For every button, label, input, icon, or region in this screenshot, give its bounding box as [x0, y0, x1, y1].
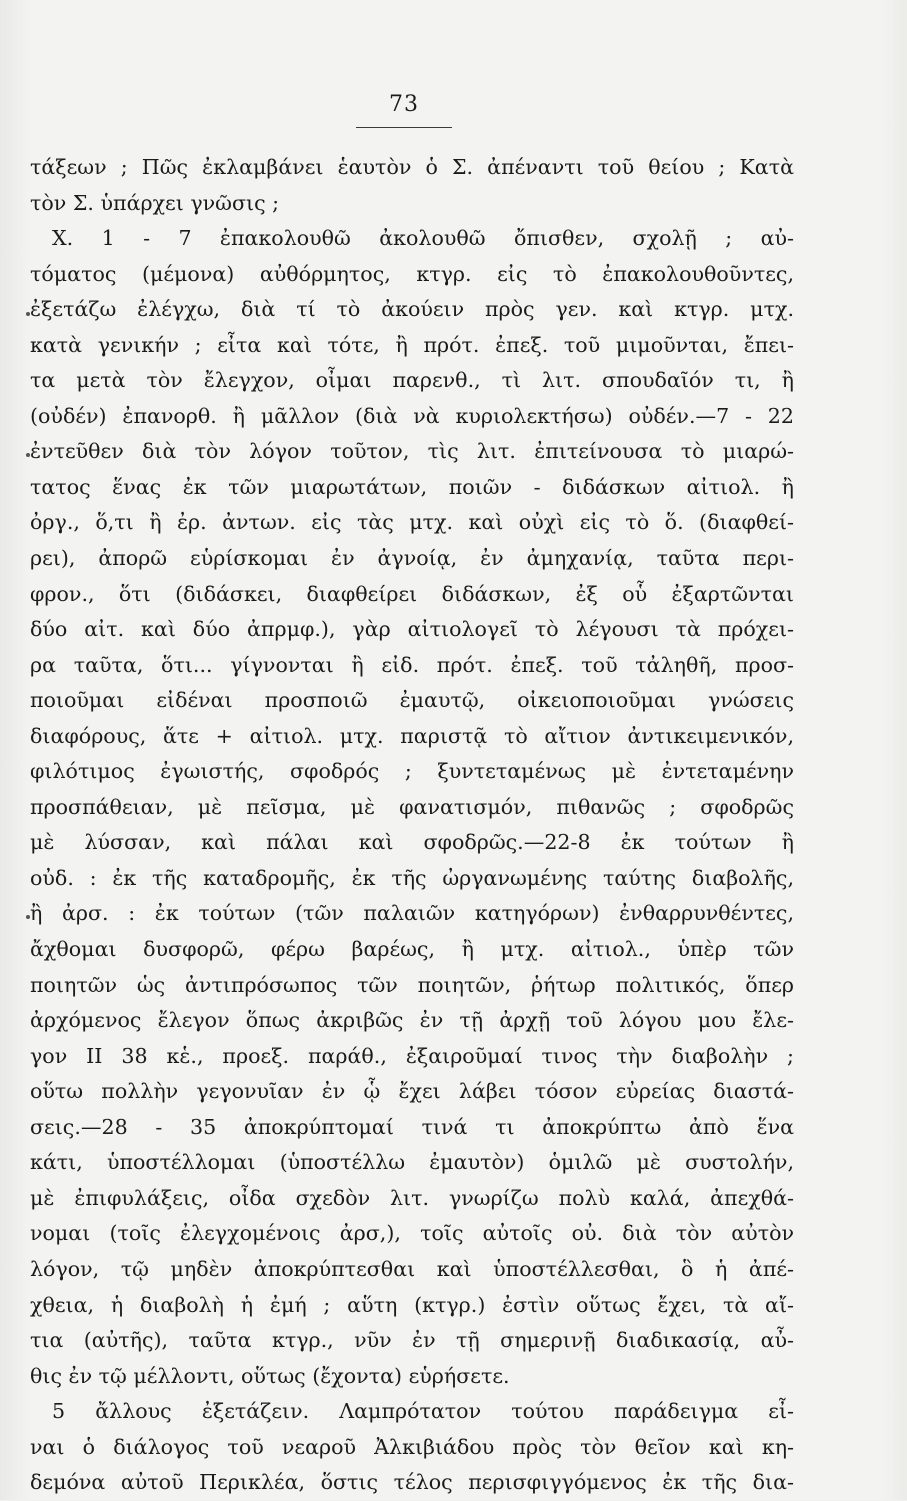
- text-line: προσπάθειαν, μὲ πεῖσμα, μὲ φανατισμόν, πιθανῶς ; σφοδρῶς: [30, 794, 794, 819]
- text-line: κατὰ γενικήν ; εἶτα καὶ τότε, ἢ πρότ. ἐπεξ. τοῦ μιμοῦνται, ἔπει-: [30, 332, 794, 357]
- text-line: μὲ ἐπιφυλάξεις, οἶδα σχεδὸν λιτ. γνωρίζω πολὺ καλά, ἀπεχθά-: [30, 1185, 794, 1210]
- text-line: ὀργ., ὅ,τι ἢ ἐρ. ἀντων. εἰς τὰς μτχ. καὶ οὐχὶ εἰς τὸ ὅ. (διαφθεί-: [30, 510, 794, 535]
- text-line: δεμόνα αὐτοῦ Περικλέα, ὅστις τέλος περισφιγγόμενος ἐκ τῆς δια-: [30, 1470, 794, 1495]
- text-line: 5 ἄλλους ἐξετάζειν. Λαμπρότατον τούτου παράδειγμα εἶ-: [52, 1399, 794, 1424]
- text-line: φιλότιμος ἐγωιστής, σφοδρός ; ξυντεταμένως μὲ ἐντεταμένην: [30, 759, 794, 784]
- header-rule: [356, 127, 452, 128]
- text-line: δύο αἰτ. καὶ δύο ἀπρμφ.), γὰρ αἰτιολογεῖ τὸ λέγουσι τὰ πρόχει-: [30, 617, 794, 642]
- text-line: κάτι, ὑποστέλλομαι (ὑποστέλλω ἐμαυτὸν) ὁμιλῶ μὲ συστολήν,: [30, 1150, 794, 1175]
- text-line: ρει), ἀπορῶ εὑρίσκομαι ἐν ἀγνοίᾳ, ἐν ἀμηχανίᾳ, ταῦτα περι-: [30, 546, 794, 571]
- text-line: οὕτω πολλὴν γεγονυῖαν ἐν ᾧ ἔχει λάβει τόσον εὐρείας διαστά-: [30, 1079, 794, 1104]
- text-line: Χ. 1 - 7 ἐπακολουθῶ ἀκολουθῶ ὄπισθεν, σχολῇ ; αὐ-: [52, 226, 794, 251]
- text-line: ἐξετάζω ἐλέγχω, διὰ τί τὸ ἀκούειν πρὸς γεν. καὶ κτγρ. μτχ.: [30, 297, 794, 322]
- text-line: τατος ἕνας ἐκ τῶν μιαρωτάτων, ποιῶν - διδάσκων αἰτιολ. ἢ: [30, 474, 794, 499]
- text-line: λόγον, τῷ μηδὲν ἀποκρύπτεσθαι καὶ ὑποστέλλεσθαι, ὃ ἡ ἀπέ-: [30, 1256, 794, 1281]
- text-line: φρον., ὅτι (διδάσκει, διαφθείρει διδάσκων, ἐξ οὗ ἐξαρτῶνται: [30, 581, 794, 606]
- margin-dot: [26, 915, 30, 919]
- text-line: νομαι (τοῖς ἐλεγχομένοις ἀρσ,), τοῖς αὐτοῖς οὐ. διὰ τὸν αὐτὸν: [30, 1221, 794, 1246]
- text-line: ναι ὁ διάλογος τοῦ νεαροῦ Ἀλκιβιάδου πρὸς τὸν θεῖον καὶ κη-: [30, 1434, 794, 1459]
- text-line: τια (αὐτῆς), ταῦτα κτγρ., νῦν ἐν τῇ σημερινῇ διαδικασίᾳ, αὖ-: [30, 1328, 794, 1353]
- text-line: γον II 38 κἑ., προεξ. παράθ., ἐξαιροῦμαί τινος τὴν διαβολὴν ;: [30, 1043, 794, 1068]
- text-line: μὲ λύσσαν, καὶ πάλαι καὶ σφοδρῶς.—22-8 ἐκ τούτων ἢ: [30, 830, 794, 855]
- text-line: τὸν Σ. ὑπάρχει γνῶσις ;: [30, 190, 280, 215]
- commentary-text: [30, 150, 794, 1501]
- text-line: χθεια, ἡ διαβολὴ ἡ ἐμή ; αὕτη (κτγρ.) ἐστὶν οὕτως ἔχει, τὰ αἴ-: [30, 1292, 794, 1317]
- text-line: τα μετὰ τὸν ἔλεγχον, οἶμαι παρενθ., τὶ λιτ. σπουδαῖόν τι, ἢ: [30, 368, 794, 393]
- margin-dot: [26, 453, 30, 457]
- text-line: θις ἐν τῷ μέλλοντι, οὕτως (ἔχοντα) εὑρήσετε.: [30, 1363, 510, 1388]
- page-number: 73: [389, 92, 419, 117]
- text-line: ποιητῶν ὡς ἀντιπρόσωπος τῶν ποιητῶν, ῥήτωρ πολιτικός, ὅπερ: [30, 972, 794, 997]
- text-line: ἄχθομαι δυσφορῶ, φέρω βαρέως, ἢ μτχ. αἰτιολ., ὑπὲρ τῶν: [30, 937, 794, 962]
- text-line: τόματος (μέμονα) αὐθόρμητος, κτγρ. εἰς τὸ ἐπακολουθοῦντες,: [30, 261, 794, 286]
- text-line: ἀρχόμενος ἔλεγον ὅπως ἀκριβῶς ἐν τῇ ἀρχῇ τοῦ λόγου μου ἔλε-: [30, 1008, 794, 1033]
- text-line: ποιοῦμαι εἰδέναι προσποιῶ ἐμαυτῷ, οἰκειοποιοῦμαι γνώσεις: [30, 688, 794, 713]
- text-line: τάξεων ; Πῶς ἐκλαμβάνει ἑαυτὸν ὁ Σ. ἀπέναντι τοῦ θείου ; Κατὰ: [30, 155, 794, 179]
- text-line: (οὐδέν) ἐπανορθ. ἢ μᾶλλον (διὰ νὰ κυριολεκτήσω) οὐδέν.—7 - 22: [30, 403, 794, 428]
- text-line: ἢ ἀρσ. : ἐκ τούτων (τῶν παλαιῶν κατηγόρων) ἐνθαρρυνθέντες,: [30, 901, 794, 926]
- text-line: σεις.—28 - 35 ἀποκρύπτομαί τινά τι ἀποκρύπτω ἀπὸ ἕνα: [30, 1114, 794, 1139]
- text-line: διαφόρους, ἅτε + αἰτιολ. μτχ. παριστᾷ τὸ αἴτιον ἀντικειμενικόν,: [30, 723, 794, 748]
- text-line: οὐδ. : ἐκ τῆς καταδρομῆς, ἐκ τῆς ὠργανωμένης ταύτης διαβολῆς,: [30, 865, 794, 890]
- text-line: ἐντεῦθεν διὰ τὸν λόγον τοῦτον, τὶς λιτ. ἐπιτείνουσα τὸ μιαρώ-: [30, 439, 794, 464]
- text-line: ρα ταῦτα, ὅτι... γίγνονται ἢ εἰδ. πρότ. ἐπεξ. τοῦ τἀληθῆ, προσ-: [30, 652, 794, 677]
- margin-dot: [26, 312, 30, 316]
